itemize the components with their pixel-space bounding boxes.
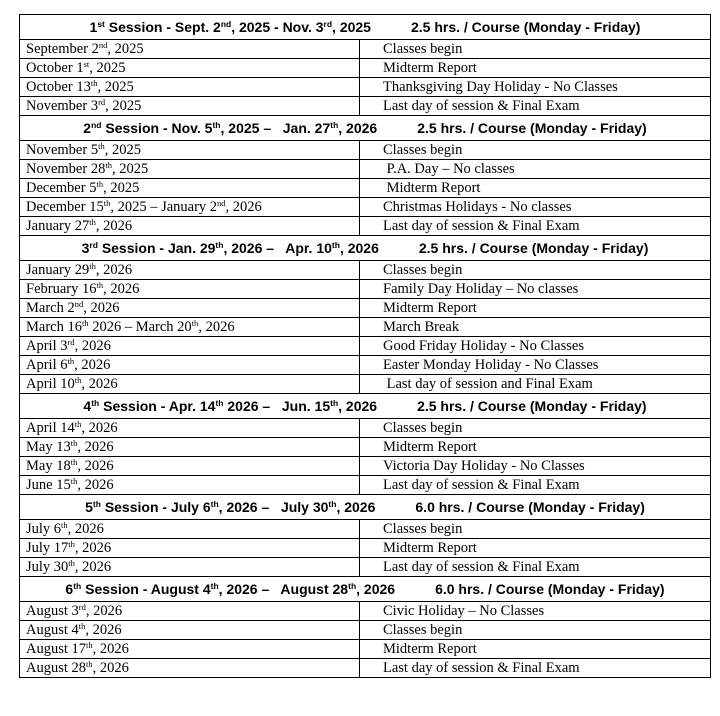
date-cell [20, 141, 360, 160]
session-number-suffix: th [73, 581, 82, 591]
ordinal-suffix: th [68, 558, 75, 568]
start-date-suffix: th [215, 240, 224, 250]
event-cell: Classes begin [360, 419, 711, 438]
date-cell [20, 198, 360, 217]
date-text: , 2026 [77, 458, 114, 474]
date-cell [20, 217, 360, 236]
ordinal-suffix: st [83, 59, 90, 69]
session-number-suffix: th [91, 398, 100, 408]
session-number: 3 [81, 240, 90, 256]
event-cell: Family Day Holiday – No classes [360, 280, 711, 299]
date-text: , 2025 [111, 161, 149, 177]
date-text: June 15 [26, 477, 71, 493]
session-end-year: , 2026 [339, 240, 379, 256]
table-row [20, 520, 711, 539]
session-number-suffix: nd [91, 120, 102, 130]
end-date-suffix: th [330, 398, 339, 408]
session-number: 1 [89, 19, 98, 35]
session-header-row [20, 495, 711, 520]
session-number-suffix: st [97, 19, 105, 29]
date-text: , 2026 [92, 660, 129, 676]
session-range-text: , 2026 – July 30 [218, 499, 329, 515]
date-text: , 2026 [92, 641, 129, 657]
table-row [20, 602, 711, 621]
ordinal-suffix: th [78, 621, 86, 631]
date-text: , 2026 [103, 281, 140, 297]
ordinal-suffix: th [86, 659, 93, 669]
event-cell: Victoria Day Holiday - No Classes [360, 457, 711, 476]
date-text: December 15 [26, 199, 104, 215]
date-text: January 27 [26, 218, 90, 234]
start-date-suffix: th [215, 398, 224, 408]
event-cell: Thanksgiving Day Holiday - No Classes [360, 78, 711, 97]
ordinal-suffix: nd [217, 198, 226, 208]
date-cell [20, 160, 360, 179]
ordinal-suffix: rd [78, 602, 86, 612]
date-text: May 13 [26, 439, 71, 455]
date-text: , 2026 [225, 199, 262, 215]
session-number: 6 [65, 581, 74, 597]
date-text: November 5 [26, 142, 99, 158]
table-row [20, 160, 711, 179]
session-header [20, 15, 711, 40]
table-row [20, 179, 711, 198]
date-text: , 2025 [103, 180, 140, 196]
date-text: , 2025 [104, 142, 141, 158]
date-text: July 17 [26, 540, 69, 556]
date-text: , 2026 [74, 338, 111, 354]
table-row [20, 356, 711, 375]
session-header-row [20, 236, 711, 261]
session-range-text: 2026 – Jun. 15 [223, 398, 331, 414]
session-hours: 6.0 hrs. / Course (Monday - Friday) [415, 499, 645, 515]
date-text: , 2026 [83, 300, 120, 316]
date-cell [20, 40, 360, 59]
ordinal-suffix: th [90, 78, 98, 88]
table-row [20, 419, 711, 438]
session-header-row [20, 116, 711, 141]
date-text: August 4 [26, 622, 79, 638]
event-cell: Classes begin [360, 261, 711, 280]
date-text: November 3 [26, 98, 99, 114]
date-text: , 2026 [67, 521, 104, 537]
session-end-year: , 2025 [332, 19, 371, 35]
table-row [20, 97, 711, 116]
date-text: , 2026 [77, 439, 114, 455]
table-row [20, 217, 711, 236]
date-text: , 2026 [198, 319, 235, 335]
date-cell [20, 640, 360, 659]
date-text: , 2026 [74, 559, 112, 575]
date-text: March 2 [26, 300, 75, 316]
date-text: July 30 [26, 559, 69, 575]
event-cell: Midterm Report [360, 438, 711, 457]
date-text: August 17 [26, 641, 87, 657]
table-row [20, 40, 711, 59]
ordinal-suffix: th [70, 438, 78, 448]
date-cell [20, 602, 360, 621]
start-date-suffix: nd [220, 19, 232, 29]
table-row [20, 659, 711, 678]
end-date-suffix: th [328, 499, 337, 509]
date-cell [20, 280, 360, 299]
table-row [20, 337, 711, 356]
table-row [20, 318, 711, 337]
date-text: , 2025 – January 2 [110, 199, 218, 215]
date-cell [20, 438, 360, 457]
session-end-year: , 2026 [356, 581, 396, 597]
event-cell: March Break [360, 318, 711, 337]
event-cell: Last day of session & Final Exam [360, 476, 711, 495]
date-text: , 2026 [95, 262, 133, 278]
ordinal-suffix: th [74, 375, 82, 385]
date-cell [20, 318, 360, 337]
table-row [20, 558, 711, 577]
date-cell [20, 419, 360, 438]
event-cell: Classes begin [360, 621, 711, 640]
date-cell [20, 59, 360, 78]
event-cell: Last day of session & Final Exam [360, 217, 711, 236]
date-text: , 2025 [89, 60, 126, 76]
ordinal-suffix: rd [67, 337, 75, 347]
event-cell: Classes begin [360, 40, 711, 59]
date-text: December 5 [26, 180, 97, 196]
ordinal-suffix: rd [98, 97, 106, 107]
event-cell: Easter Monday Holiday - No Classes [360, 356, 711, 375]
session-header-row [20, 15, 711, 40]
date-cell [20, 457, 360, 476]
session-end-year: , 2026 [338, 398, 378, 414]
date-text: April 14 [26, 420, 75, 436]
session-end-year: , 2026 [336, 499, 376, 515]
ordinal-suffix: th [103, 198, 111, 208]
session-number-suffix: rd [89, 240, 98, 250]
session-start-text: Session - Apr. 14 [103, 398, 216, 414]
date-cell [20, 621, 360, 640]
session-hours: 2.5 hrs. / Course (Monday - Friday) [417, 120, 647, 136]
end-date-suffix: th [348, 581, 357, 591]
event-cell: Midterm Report [360, 539, 711, 558]
date-text: February 16 [26, 281, 97, 297]
date-cell [20, 78, 360, 97]
table-row [20, 299, 711, 318]
end-date-suffix: rd [323, 19, 333, 29]
date-text: , 2026 [85, 603, 123, 619]
date-text: , 2026 [77, 477, 114, 493]
date-text: , 2026 [74, 540, 112, 556]
session-range-text: , 2026 – Apr. 10 [223, 240, 332, 256]
date-text: , 2025 [107, 41, 144, 57]
date-cell [20, 476, 360, 495]
schedule-body [20, 15, 711, 678]
session-header [20, 116, 711, 141]
session-hours: 2.5 hrs. / Course (Monday - Friday) [418, 240, 649, 256]
ordinal-suffix: th [98, 141, 105, 151]
date-text: November 28 [26, 161, 106, 177]
start-date-suffix: th [210, 499, 219, 509]
ordinal-suffix: th [74, 419, 82, 429]
ordinal-suffix: th [61, 520, 68, 530]
event-cell: Last day of session & Final Exam [360, 659, 711, 678]
session-hours: 6.0 hrs. / Course (Monday - Friday) [435, 581, 665, 597]
table-row [20, 78, 711, 97]
ordinal-suffix: th [68, 539, 75, 549]
date-cell [20, 375, 360, 394]
ordinal-suffix: th [105, 160, 112, 170]
date-text: , 2025 [97, 79, 134, 95]
date-text: , 2026 [81, 420, 118, 436]
table-row [20, 640, 711, 659]
end-date-suffix: th [331, 240, 340, 250]
session-header-row [20, 394, 711, 419]
session-hours: 2.5 hrs. / Course (Monday - Friday) [417, 398, 647, 414]
event-cell: Midterm Report [360, 299, 711, 318]
date-text: , 2026 [81, 376, 118, 392]
date-cell [20, 558, 360, 577]
date-text: August 3 [26, 603, 79, 619]
start-date-suffix: th [212, 120, 221, 130]
date-text: March 16 [26, 319, 82, 335]
date-cell [20, 356, 360, 375]
event-cell: Last day of session and Final Exam [360, 375, 711, 394]
date-text: April 6 [26, 357, 68, 373]
table-row [20, 198, 711, 217]
session-number: 5 [85, 499, 93, 515]
date-text: July 6 [26, 521, 62, 537]
ordinal-suffix: th [70, 457, 78, 467]
ordinal-suffix: th [86, 640, 93, 650]
date-cell [20, 261, 360, 280]
date-text: October 13 [26, 79, 91, 95]
session-start-text: Session - Sept. 2 [108, 19, 221, 35]
date-cell [20, 179, 360, 198]
table-row [20, 476, 711, 495]
event-cell: P.A. Day – No classes [360, 160, 711, 179]
date-text: , 2026 [74, 357, 111, 373]
date-text: October 1 [26, 60, 84, 76]
date-cell [20, 299, 360, 318]
table-row [20, 141, 711, 160]
table-row [20, 375, 711, 394]
session-range-text: , 2026 – August 28 [218, 581, 349, 597]
ordinal-suffix: th [96, 280, 104, 290]
table-row [20, 280, 711, 299]
start-date-suffix: th [210, 581, 219, 591]
event-cell: Last day of session & Final Exam [360, 97, 711, 116]
ordinal-suffix: th [67, 356, 75, 366]
event-cell: Midterm Report [360, 640, 711, 659]
date-text: 2026 – March 20 [88, 319, 192, 335]
date-cell [20, 97, 360, 116]
session-hours: 2.5 hrs. / Course (Monday - Friday) [410, 19, 641, 35]
session-end-year: , 2026 [338, 120, 378, 136]
session-number: 2 [83, 120, 92, 136]
ordinal-suffix: th [89, 261, 96, 271]
date-text: May 18 [26, 458, 71, 474]
session-range-text: , 2025 – Jan. 27 [220, 120, 331, 136]
ordinal-suffix: th [89, 217, 96, 227]
date-text: August 28 [26, 660, 87, 676]
table-row [20, 539, 711, 558]
session-number-suffix: th [92, 499, 101, 509]
session-range-text: , 2025 - Nov. 3 [231, 19, 324, 35]
table-row [20, 621, 711, 640]
date-text: April 10 [26, 376, 75, 392]
date-text: , 2026 [95, 218, 133, 234]
session-header [20, 577, 711, 602]
event-cell: Good Friday Holiday - No Classes [360, 337, 711, 356]
date-cell [20, 539, 360, 558]
ordinal-suffix: th [191, 318, 199, 328]
table-row [20, 59, 711, 78]
event-cell: Midterm Report [360, 179, 711, 198]
ordinal-suffix: nd [74, 299, 84, 309]
date-text: April 3 [26, 338, 68, 354]
ordinal-suffix: nd [98, 40, 108, 50]
table-row [20, 457, 711, 476]
date-text: , 2026 [85, 622, 122, 638]
ordinal-suffix: th [96, 179, 104, 189]
date-cell [20, 659, 360, 678]
session-start-text: Session - Nov. 5 [105, 120, 213, 136]
event-cell: Civic Holiday – No Classes [360, 602, 711, 621]
date-text: , 2025 [105, 98, 142, 114]
session-header-row [20, 577, 711, 602]
session-header [20, 394, 711, 419]
date-cell [20, 520, 360, 539]
event-cell: Midterm Report [360, 59, 711, 78]
table-row [20, 438, 711, 457]
date-text: September 2 [26, 41, 99, 57]
event-cell: Classes begin [360, 141, 711, 160]
event-cell: Classes begin [360, 520, 711, 539]
event-cell: Christmas Holidays - No classes [360, 198, 711, 217]
session-start-text: Session - August 4 [85, 581, 211, 597]
session-number: 4 [83, 398, 92, 414]
session-start-text: Session - Jan. 29 [101, 240, 216, 256]
session-start-text: Session - July 6 [104, 499, 211, 515]
table-row [20, 261, 711, 280]
session-schedule-table [19, 14, 711, 678]
event-cell: Last day of session & Final Exam [360, 558, 711, 577]
ordinal-suffix: th [70, 476, 78, 486]
session-header [20, 495, 711, 520]
end-date-suffix: th [330, 120, 339, 130]
session-header [20, 236, 711, 261]
ordinal-suffix: th [81, 318, 89, 328]
date-text: January 29 [26, 262, 90, 278]
date-cell [20, 337, 360, 356]
